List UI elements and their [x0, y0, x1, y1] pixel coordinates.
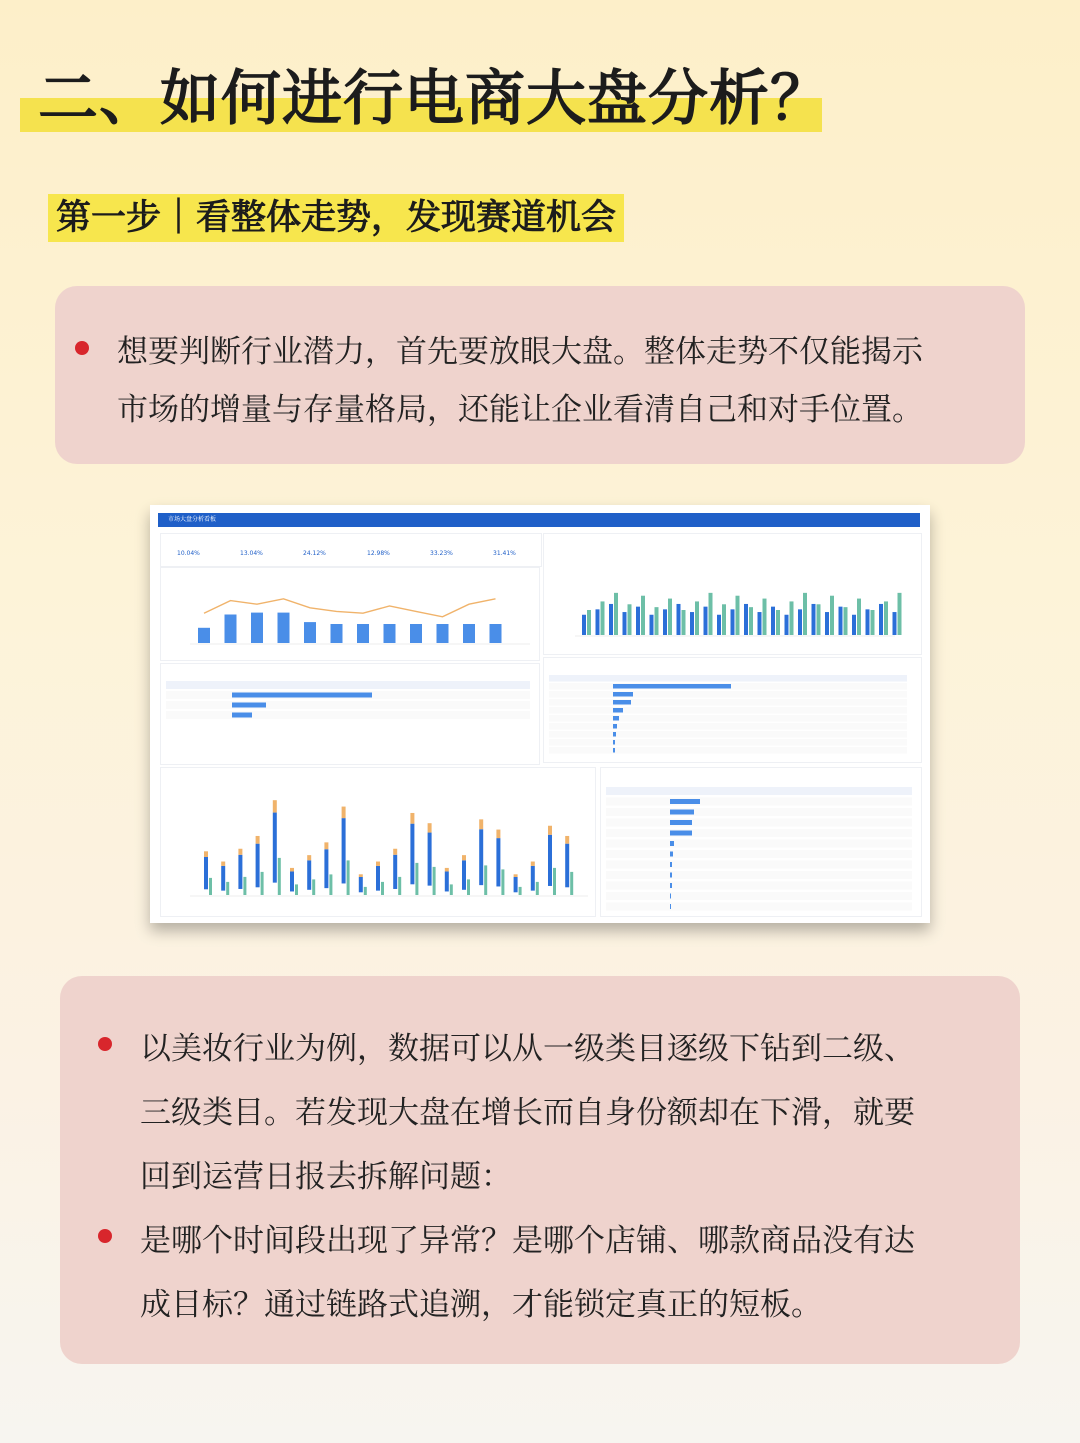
table-row [549, 675, 907, 682]
stacked-bar-top [479, 819, 483, 829]
category-bar [677, 604, 681, 635]
page-title-block [20, 58, 831, 140]
stacked-bar [548, 835, 552, 886]
category-bar [587, 610, 591, 635]
table-row [606, 819, 912, 827]
stacked-bar [359, 877, 363, 892]
trend-bar [410, 624, 422, 643]
table-bar [670, 904, 671, 909]
stacked-bar-top [290, 868, 294, 872]
category-bar [852, 615, 856, 635]
category-bar [830, 596, 834, 635]
table-row [549, 747, 907, 754]
table-bar [613, 716, 619, 721]
table-row [166, 681, 530, 689]
stacked-bar [273, 813, 277, 883]
stacked-bar [570, 872, 573, 895]
stacked-bar [536, 882, 539, 895]
stacked-bar-top [342, 807, 346, 819]
category-bar [844, 607, 848, 635]
table-bar [232, 703, 266, 708]
category-bar [736, 596, 740, 635]
table-row [606, 903, 912, 911]
stacked-bar [553, 868, 556, 895]
stacked-bar [295, 884, 298, 895]
stacked-bar [479, 829, 483, 885]
detail-line-3: 回到运营日报去拆解问题： [140, 1159, 512, 1195]
stacked-bar [428, 833, 432, 886]
stacked-bar-top [548, 826, 552, 835]
stacked-bar [514, 877, 518, 892]
stacked-bar-top [359, 874, 363, 877]
stacked-bar-top [410, 813, 414, 824]
table-bar [613, 732, 616, 737]
bullet-dot-icon [98, 1037, 112, 1051]
table-bar [670, 831, 692, 836]
table-row [606, 871, 912, 879]
stacked-bar [324, 849, 328, 888]
table-row [549, 731, 907, 738]
table-bar [613, 684, 731, 689]
table-bar [670, 852, 673, 857]
stacked-bar [410, 824, 414, 885]
category-bar [636, 607, 640, 635]
category-bar [623, 612, 627, 635]
category-bar [717, 615, 721, 635]
category-bar [771, 607, 775, 635]
stacked-bar-top [238, 849, 242, 855]
stacked-bar-top [393, 849, 397, 855]
stacked-bar [226, 882, 229, 895]
table-row [606, 840, 912, 848]
table-bar [232, 693, 372, 698]
kpi-value: 31.41% [493, 550, 516, 557]
category-bar [668, 599, 672, 635]
dashboard-screenshot [150, 505, 930, 923]
category-bar [650, 615, 654, 635]
bullet-dot-icon [98, 1229, 112, 1243]
category-bar [596, 609, 600, 635]
stacked-bar [329, 874, 332, 895]
stacked-bar-top [324, 842, 328, 849]
stacked-bar [415, 863, 418, 895]
trend-bar [490, 624, 502, 643]
category-bar [871, 610, 875, 635]
table-row [549, 739, 907, 746]
stacked-bar [307, 860, 311, 889]
category-bar [798, 609, 802, 635]
dashboard-graphics [150, 505, 930, 923]
trend-bar [198, 628, 210, 643]
category-bar [803, 593, 807, 635]
stacked-bar [531, 866, 535, 891]
stacked-bar-top [256, 836, 260, 844]
trend-bar [357, 624, 369, 643]
stacked-bar [278, 858, 281, 895]
intro-box [55, 286, 1025, 464]
category-bar [628, 604, 632, 635]
stacked-bar-top [273, 800, 277, 812]
table-row [606, 808, 912, 816]
intro-line-1: 想要判断行业潜力，首先要放眼大盘。整体走势不仅能揭示 [117, 334, 923, 370]
stacked-bar-top [221, 862, 225, 866]
table-bar [670, 873, 672, 878]
trend-bar [278, 613, 290, 643]
trend-bar [437, 624, 449, 643]
stacked-bar [364, 887, 367, 895]
trend-line [204, 599, 496, 617]
category-bar [839, 607, 843, 635]
kpi-value: 24.12% [303, 550, 326, 557]
stacked-bar [393, 855, 397, 889]
table-row [166, 701, 530, 709]
detail-line-2: 三级类目。若发现大盘在增长而自身份额却在下滑，就要 [140, 1095, 915, 1131]
stacked-bar-top [531, 862, 535, 866]
category-bar [695, 601, 699, 635]
table-bar [670, 799, 700, 804]
category-bar [704, 607, 708, 635]
category-bar [785, 615, 789, 635]
category-bar [655, 607, 659, 635]
category-bar [884, 601, 888, 635]
stacked-bar [519, 887, 522, 895]
kpi-value: 33.23% [430, 550, 453, 557]
kpi-value: 13.04% [240, 550, 263, 557]
table-row [606, 798, 912, 806]
stacked-bar-top [428, 823, 432, 832]
stacked-bar [467, 879, 470, 895]
category-bar [709, 593, 713, 635]
table-bar [613, 692, 633, 697]
table-bar [613, 740, 615, 745]
stacked-bar [433, 867, 436, 895]
trend-bar [331, 624, 343, 643]
stacked-bar [450, 884, 453, 895]
stacked-bar [398, 877, 401, 895]
table-bar [670, 894, 671, 899]
stacked-bar [445, 871, 449, 891]
trend-bar [251, 613, 263, 643]
stacked-bar-top [376, 862, 380, 866]
stacked-bar [204, 857, 208, 889]
stacked-bar-top [204, 851, 208, 857]
page-title: 二、如何进行电商大盘分析？ [38, 64, 831, 134]
category-bar [749, 607, 753, 635]
table-bar [670, 841, 674, 846]
stacked-bar [347, 860, 350, 895]
trend-bar [225, 615, 237, 644]
category-bar [879, 604, 883, 635]
stacked-bar-top [445, 868, 449, 872]
table-row [549, 715, 907, 722]
detail-line-1: 以美妆行业为例，数据可以从一级类目逐级下钻到二级、 [140, 1031, 915, 1067]
stacked-bar [484, 865, 487, 895]
table-row [549, 723, 907, 730]
table-bar [670, 810, 694, 815]
table-bar [232, 713, 252, 718]
table-row [606, 850, 912, 858]
category-bar [690, 612, 694, 635]
stacked-bar [312, 879, 315, 895]
detail-box [60, 976, 1020, 1364]
stacked-bar [243, 877, 246, 895]
trend-bar [384, 624, 396, 643]
category-bar [758, 612, 762, 635]
table-row [166, 711, 530, 719]
stacked-bar-top [565, 836, 569, 844]
stacked-bar [221, 866, 225, 891]
category-bar [682, 610, 686, 635]
trend-bar [463, 624, 475, 643]
category-bar [898, 593, 902, 635]
table-bar [613, 724, 617, 729]
category-bar [582, 615, 586, 635]
category-bar [812, 604, 816, 635]
stacked-bar [209, 878, 212, 895]
stacked-bar [501, 869, 504, 895]
intro-line-2: 市场的增量与存量格局，还能让企业看清自己和对手位置。 [117, 392, 923, 428]
stacked-bar [565, 844, 569, 888]
kpi-value: 12.98% [367, 550, 390, 557]
category-bar [763, 599, 767, 635]
stacked-bar [238, 855, 242, 889]
stacked-bar-top [514, 874, 518, 877]
category-bar [731, 609, 735, 635]
table-bar [613, 700, 631, 705]
dashboard-title: 市场大盘分析看板 [168, 516, 217, 523]
stacked-bar-top [462, 855, 466, 860]
category-bar [614, 593, 618, 635]
table-row [606, 787, 912, 795]
stacked-bar-top [496, 830, 500, 839]
stacked-bar [381, 882, 384, 895]
detail-line-4: 是哪个时间段出现了异常？是哪个店铺、哪款商品没有达 [140, 1223, 915, 1259]
detail-line-5: 成目标？通过链路式追溯，才能锁定真正的短板。 [140, 1287, 822, 1323]
stacked-bar [496, 838, 500, 886]
category-bar [893, 612, 897, 635]
stacked-bar-top [307, 855, 311, 860]
stacked-bar [342, 818, 346, 883]
stacked-bar [462, 860, 466, 889]
category-bar [866, 609, 870, 635]
kpi-value: 10.04% [177, 550, 200, 557]
category-bar [790, 601, 794, 635]
table-row [549, 699, 907, 706]
category-bar [825, 612, 829, 635]
category-bar [641, 596, 645, 635]
stacked-bar [261, 872, 264, 895]
table-row [606, 861, 912, 869]
step-heading: 第一步｜看整体走势，发现赛道机会 [48, 194, 624, 242]
category-bar [744, 604, 748, 635]
category-bar [776, 610, 780, 635]
category-bar [663, 609, 667, 635]
table-row [549, 691, 907, 698]
stacked-bar [290, 871, 294, 891]
category-bar [817, 604, 821, 635]
trend-bar [304, 622, 316, 643]
category-bar [857, 599, 861, 635]
stacked-bar [376, 866, 380, 891]
table-bar [613, 748, 615, 753]
table-row [549, 707, 907, 714]
table-bar [670, 820, 692, 825]
table-bar [670, 883, 672, 888]
stacked-bar [256, 844, 260, 888]
category-bar [722, 604, 726, 635]
category-bar [609, 604, 613, 635]
table-bar [613, 708, 623, 713]
table-row [606, 882, 912, 890]
table-row [606, 829, 912, 837]
table-bar [670, 862, 672, 867]
bullet-dot-icon [75, 341, 89, 355]
category-bar [601, 601, 605, 635]
table-row [606, 892, 912, 900]
